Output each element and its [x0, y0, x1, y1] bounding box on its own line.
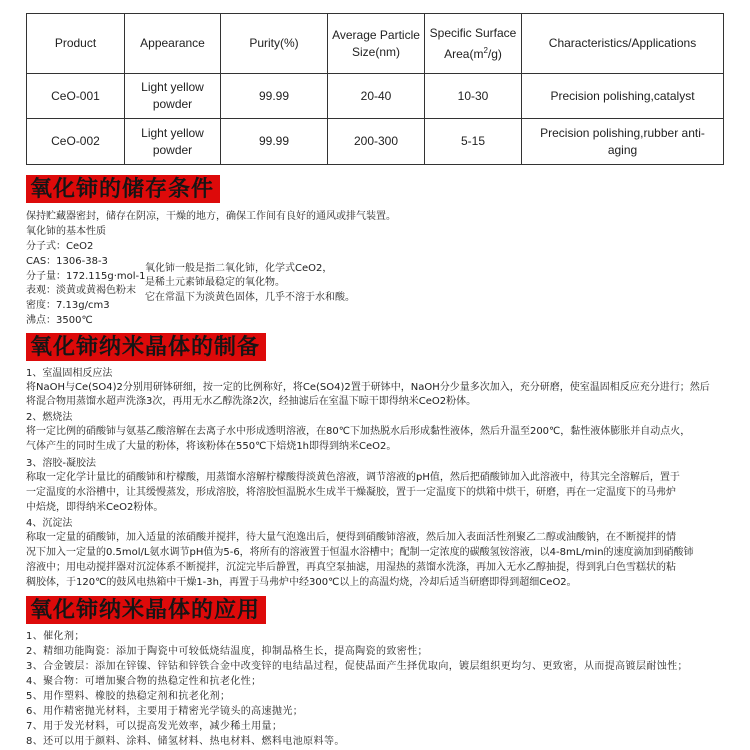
method2-line2: 气体产生的同时生成了大量的粉体，将该粉体在550℃下焙烧1h即得到纳米CeO2。: [26, 441, 397, 452]
header-particle-size-line1: Average Particle: [332, 27, 420, 42]
property-formula: 分子式：CeO2: [26, 241, 94, 252]
method2-line1: 将一定比例的硝酸铈与氨基乙酸溶解在去离子水中形成透明溶液，在80℃下加热脱水后形成黏性液体，然后升温至200℃，黏性液体膨胀并自动点火，: [26, 426, 691, 437]
cell-appearance: [125, 119, 221, 165]
property-density: 密度：7.13g/cm3: [26, 300, 110, 311]
table-row: [27, 119, 724, 165]
table-header-row: [27, 14, 724, 74]
method4-line2: 况下加入一定量的0.5mol/L氨水调节pH值为5-6，将所有的溶液置于恒温水浴槽中；配制一定浓度的碳酸氢铵溶液，以4-8mL/min的速度滴加到硝酸铈: [26, 547, 694, 558]
cell-area: 10-30: [425, 74, 522, 119]
cell-purity: 99.99: [221, 74, 328, 119]
method2-title: 2、燃烧法: [26, 412, 73, 423]
property-appearance: 表观：淡黄或黄褐色粉末: [26, 285, 136, 296]
header-surface-area-sup: 2: [483, 45, 488, 55]
cell-size: 200-300: [328, 119, 425, 165]
header-applications: Characteristics/Applications: [522, 14, 724, 74]
method3-line1: 称取一定化学计量比的硝酸铈和柠檬酸，用蒸馏水溶解柠檬酸得淡黄色溶液，调节溶液的pH值，然后把硝酸铈加入此溶液中，待其完全溶解后，置于: [26, 472, 680, 483]
property-cas: CAS：1306-38-3: [26, 256, 108, 267]
application-item: 5、用作塑料、橡胶的热稳定剂和抗老化剂；: [26, 691, 231, 702]
application-item: 6、用作精密抛光材料，主要用于精密光学镜头的高速抛光；: [26, 706, 304, 717]
method4-title: 4、沉淀法: [26, 518, 73, 529]
application-item: 8、还可以用于颜料、涂料、储氢材料、热电材料、燃料电池原料等。: [26, 736, 345, 747]
description-line3: 它在常温下为淡黄色固体，几乎不溶于水和酸。: [145, 292, 355, 303]
product-spec-table: [26, 13, 724, 165]
cell-area: 5-15: [425, 119, 522, 165]
cell-purity: 99.99: [221, 119, 328, 165]
cell-appearance-line1: Light yellow: [141, 80, 204, 94]
header-surface-area-line2: Area(m: [444, 46, 484, 61]
cell-appearance-line2: powder: [152, 97, 193, 111]
header-particle-size-line2: Size(nm): [351, 44, 400, 59]
cell-applications: Precision polishing,rubber anti-aging: [522, 119, 724, 165]
method3-line3: 中焙烧，即得纳米CeO2粉体。: [26, 502, 164, 513]
header-surface-area: [425, 14, 522, 74]
property-molecular-weight: 分子量：172.115g·mol-1: [26, 271, 146, 282]
method1-line1: 将NaOH与Ce(SO4)2分别用研钵研细，按一定的比例称好，将Ce(SO4)2置于研钵中，NaOH分少量多次加入，充分研磨，使室温固相反应充分进行；然后: [26, 382, 710, 393]
method4-line4: 稠胶体，于120℃的鼓风电热箱中干燥1-3h，再置于马弗炉中经300℃以上的高温灼烧，冷却后适当研磨即得到超细CeO2。: [26, 577, 577, 588]
cell-appearance-line1: Light yellow: [141, 125, 204, 140]
cell-appearance-line2: powder: [152, 142, 193, 157]
method3-line2: 一定温度的水浴槽中，让其缓慢蒸发，形成溶胶，将溶胶恒温脱水生成半干燥凝胶，置于一定温度下的烘箱中烘干，研磨，再在一定温度下的马弗炉: [26, 487, 676, 498]
applications-section-title: 氧化铈纳米晶体的应用: [26, 596, 266, 624]
cell-product: CeO-002: [27, 119, 125, 165]
application-item: 7、用于发光材料，可以提高发光效率，减少稀土用量；: [26, 721, 283, 732]
preparation-section-title: 氧化铈纳米晶体的制备: [26, 333, 266, 361]
header-particle-size: [328, 14, 425, 74]
cell-size: 20-40: [328, 74, 425, 119]
storage-section-title: 氧化铈的储存条件: [26, 175, 220, 203]
method3-title: 3、溶胶-凝胶法: [26, 458, 96, 469]
cell-appearance: [125, 74, 221, 119]
header-product: Product: [27, 14, 125, 74]
header-surface-area-line1: Specific Surface: [429, 25, 517, 40]
method1-title: 1、室温固相反应法: [26, 368, 113, 379]
method4-line1: 称取一定量的硝酸铈，加入适量的浓硝酸并搅拌，待大量气泡逸出后，便得到硝酸铈溶液，然后加入表面活性剂聚乙二醇或油酸钠，在不断搅拌的情: [26, 532, 676, 543]
method4-line3: 溶液中；用电动搅拌器对沉淀体系不断搅拌，沉淀完毕后静置，再真空泵抽滤，用湿热的蒸馏水洗涤，再加入无水乙醇抽提，得到乳白色雪糕状的粘: [26, 562, 676, 573]
application-item: 2、精细功能陶瓷：添加于陶瓷中可较低烧结温度，抑制晶格生长，提高陶瓷的致密性；: [26, 646, 428, 657]
properties-title: 氧化铈的基本性质: [26, 226, 106, 237]
table-row: [27, 74, 724, 119]
description-line2: 是稀土元素铈最稳定的氧化物。: [145, 277, 285, 288]
header-appearance: Appearance: [125, 14, 221, 74]
header-purity: Purity(%): [221, 14, 328, 74]
header-surface-area-unit: /g): [487, 46, 502, 61]
property-boiling-point: 沸点：3500℃: [26, 315, 93, 326]
application-item: 4、聚合物：可增加聚合物的热稳定性和抗老化性；: [26, 676, 262, 687]
method1-line2: 将混合物用蒸馏水超声洗涤3次，再用无水乙醇洗涤2次，经抽滤后在室温下晾干即得纳米CeO2粉体。: [26, 396, 477, 407]
cell-product: CeO-001: [27, 74, 125, 119]
application-item: 1、催化剂；: [26, 631, 85, 642]
storage-instruction: 保持贮藏器密封，储存在阴凉，干燥的地方，确保工作间有良好的通风或排气装置。: [26, 211, 396, 222]
description-line1: 氧化铈一般是指二氧化铈，化学式CeO2，: [145, 263, 333, 274]
application-item: 3、合金镀层：添加在锌镍、锌钴和锌铁合金中改变锌的电结晶过程，促使晶面产生择优取向，镀层组织更均匀、更致密，从而提高镀层耐蚀性；: [26, 661, 688, 672]
cell-applications: Precision polishing,catalyst: [522, 74, 724, 119]
